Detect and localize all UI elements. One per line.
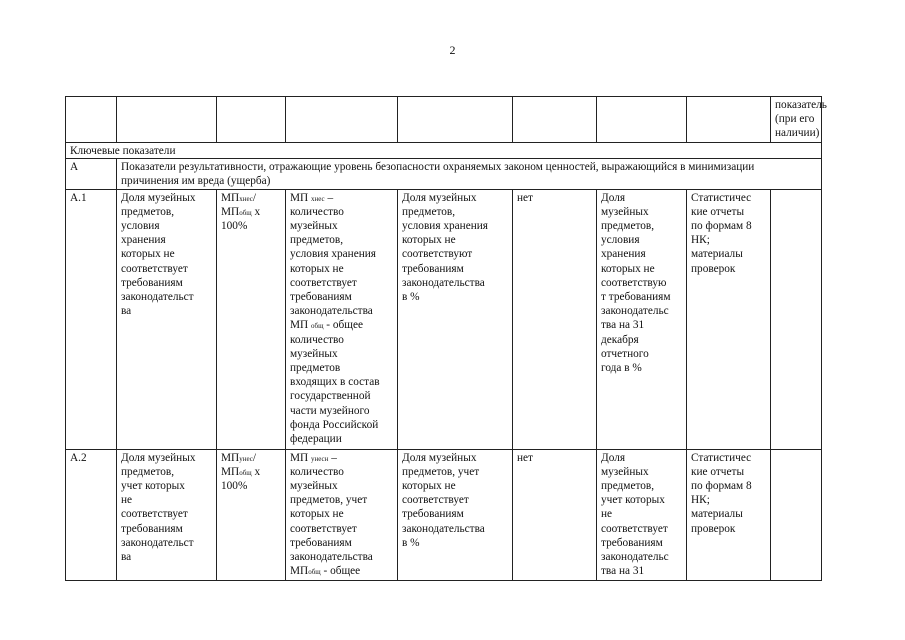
indicator-name: Доля музейных предметов, учет которых не соответствует требованиям законодательст ва xyxy=(117,449,217,580)
header-indicator-note-cell: показатель (при его наличии) xyxy=(771,97,822,143)
section-title: Ключевые показатели xyxy=(66,143,822,159)
section-row xyxy=(66,143,822,159)
indicator-formula: МПунес/ МПобщ х 100% xyxy=(217,449,286,580)
indicator-source: Статистичес кие отчеты по формам 8 НК; материалы проверок xyxy=(687,189,771,449)
group-code: А xyxy=(66,159,117,189)
table-cell xyxy=(398,97,513,143)
indicator-code: А.1 xyxy=(66,189,117,449)
table-cell xyxy=(771,449,822,580)
table-header-row xyxy=(66,97,822,143)
page-number: 2 xyxy=(449,43,456,57)
group-description: Показатели результативности, отражающие уровень безопасности охраняемых законом ценностей, выражающийся в минимизации причинения им вреда (ущерба) xyxy=(117,159,822,189)
indicator-name: Доля музейных предметов, условия хранения которых не соответствует требованиям законодательст ва xyxy=(117,189,217,449)
indicator-flag: нет xyxy=(513,189,597,449)
table-row xyxy=(66,189,822,449)
indicators-table xyxy=(65,96,827,581)
table-cell xyxy=(771,189,822,449)
table-cell xyxy=(117,97,217,143)
indicator-unit: Доля музейных предметов, условия хранения которых не соответствуют требованиям законодательства в % xyxy=(398,189,513,449)
table-cell xyxy=(597,97,687,143)
group-row xyxy=(66,159,822,189)
table-row xyxy=(66,449,822,580)
table-cell xyxy=(687,97,771,143)
table-cell xyxy=(286,97,398,143)
table-cell xyxy=(66,97,117,143)
table-cell xyxy=(513,97,597,143)
table-cell xyxy=(217,97,286,143)
formula-definition: МП унесн – количество музейных предметов, учет которых не соответствует требованиям законодательства МПобщ - общее xyxy=(286,449,398,580)
indicator-formula: МПхнес/ МПобщ х 100% xyxy=(217,189,286,449)
indicator-code: А.2 xyxy=(66,449,117,580)
indicator-target: Доля музейных предметов, учет которых не соответствует требованиям законодательс тва на 31 xyxy=(597,449,687,580)
indicator-flag: нет xyxy=(513,449,597,580)
indicator-unit: Доля музейных предметов, учет которых не соответствует требованиям законодательства в % xyxy=(398,449,513,580)
formula-definition: МП хнес – количество музейных предметов, условия хранения которых не соответствует требованиям законодательства МП общ - общее количество музейных предметов входящих в состав государственной части музейного фонда Российской федерации xyxy=(286,189,398,449)
indicator-target: Доля музейных предметов, условия хранения которых не соответствую т требованиям законодательс тва на 31 декабря отчетного года в % xyxy=(597,189,687,449)
indicator-source: Статистичес кие отчеты по формам 8 НК; материалы проверок xyxy=(687,449,771,580)
